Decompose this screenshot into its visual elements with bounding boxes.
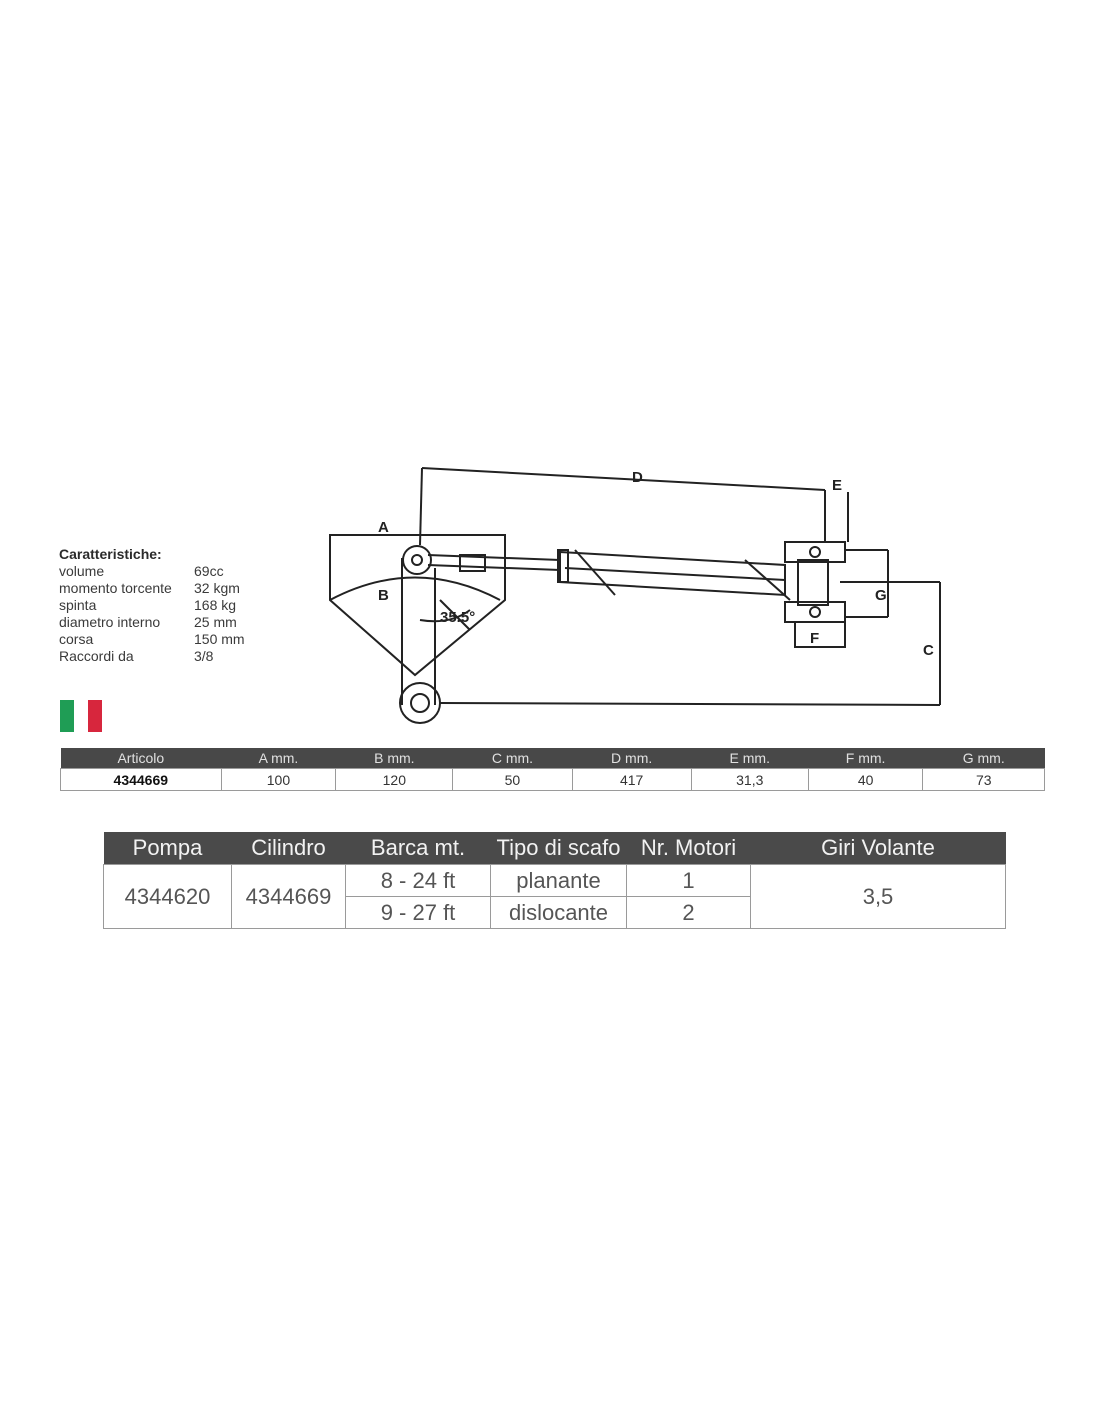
steering-cylinder-drawing xyxy=(320,460,950,730)
spec-value: 25 mm xyxy=(194,614,237,630)
col-header: Nr. Motori xyxy=(627,832,751,865)
bolt xyxy=(810,547,820,557)
pompa-cell: 4344620 xyxy=(104,865,232,929)
cilindro-cell: 4344669 xyxy=(232,865,346,929)
spec-row xyxy=(59,597,245,614)
table-cell: 120 xyxy=(336,769,453,791)
spec-value: 150 mm xyxy=(194,631,245,647)
label-a: A xyxy=(378,519,389,536)
spec-value: 69cc xyxy=(194,563,224,579)
fitting xyxy=(575,550,615,595)
spec-label: diametro interno xyxy=(59,614,161,630)
table-row xyxy=(104,865,1006,897)
table-cell: 40 xyxy=(808,769,923,791)
scafo-cell: planante xyxy=(491,865,627,897)
barca-cell: 9 - 27 ft xyxy=(346,897,491,929)
label-f: F xyxy=(810,630,820,647)
col-header: A mm. xyxy=(221,748,336,769)
label-c: C xyxy=(923,642,934,659)
compatibility-table xyxy=(103,832,1006,929)
table-cell: 50 xyxy=(453,769,572,791)
sector-arc xyxy=(330,578,500,601)
dimensions-table xyxy=(60,748,1045,791)
motori-cell: 1 xyxy=(627,865,751,897)
spec-label: momento torcente xyxy=(59,580,172,596)
table-cell: 100 xyxy=(221,769,336,791)
spec-label: volume xyxy=(59,563,105,579)
spec-row xyxy=(59,648,245,665)
col-header: C mm. xyxy=(453,748,572,769)
barca-cell: 8 - 24 ft xyxy=(346,865,491,897)
table-header-row xyxy=(61,748,1045,769)
bolt xyxy=(810,607,820,617)
italy-flag-icon xyxy=(60,700,102,732)
article-cell: 4344669 xyxy=(61,769,222,791)
table-cell: 31,3 xyxy=(691,769,808,791)
cylinder-line xyxy=(565,568,785,580)
table-cell: 417 xyxy=(572,769,691,791)
spec-row xyxy=(59,614,245,631)
motori-cell: 2 xyxy=(627,897,751,929)
label-d: D xyxy=(632,469,643,486)
flag-stripe-red xyxy=(88,700,102,732)
label-b: B xyxy=(378,587,389,604)
spec-value: 3/8 xyxy=(194,648,214,664)
col-header: Giri Volante xyxy=(751,832,1006,865)
col-header: Articolo xyxy=(61,748,222,769)
spec-label: Raccordi da xyxy=(59,648,134,664)
spec-label: corsa xyxy=(59,631,94,647)
dim-line-d xyxy=(422,468,825,490)
dim-tick xyxy=(420,468,422,545)
spec-label: spinta xyxy=(59,597,97,613)
table-row xyxy=(61,769,1045,791)
col-header: Cilindro xyxy=(232,832,346,865)
dim-line-bottom xyxy=(440,703,940,705)
label-g: G xyxy=(875,587,887,604)
col-header: F mm. xyxy=(808,748,923,769)
spec-row xyxy=(59,580,245,597)
piston-rod xyxy=(428,565,560,570)
flag-stripe-white xyxy=(74,700,88,732)
mount-block xyxy=(798,560,828,605)
label-e: E xyxy=(832,477,843,494)
col-header: Barca mt. xyxy=(346,832,491,865)
col-header: D mm. xyxy=(572,748,691,769)
mount-base xyxy=(795,622,845,647)
specs-block xyxy=(59,546,245,665)
label-angle: 35.5° xyxy=(440,609,476,626)
spec-row xyxy=(59,563,245,580)
col-header: Tipo di scafo xyxy=(491,832,627,865)
pivot-top xyxy=(403,546,431,574)
specs-title: Caratteristiche: xyxy=(59,546,162,562)
flag-stripe-green xyxy=(60,700,74,732)
col-header: B mm. xyxy=(336,748,453,769)
spec-value: 32 kgm xyxy=(194,580,240,596)
col-header: G mm. xyxy=(923,748,1045,769)
col-header: E mm. xyxy=(691,748,808,769)
pivot-bottom-inner xyxy=(411,694,429,712)
piston-rod xyxy=(428,555,560,560)
scafo-cell: dislocante xyxy=(491,897,627,929)
spec-row xyxy=(59,631,245,648)
col-header: Pompa xyxy=(104,832,232,865)
giri-cell: 3,5 xyxy=(751,865,1006,929)
table-cell: 73 xyxy=(923,769,1045,791)
spec-value: 168 kg xyxy=(194,597,237,613)
pivot-top-inner xyxy=(412,555,422,565)
table-header-row xyxy=(104,832,1006,865)
